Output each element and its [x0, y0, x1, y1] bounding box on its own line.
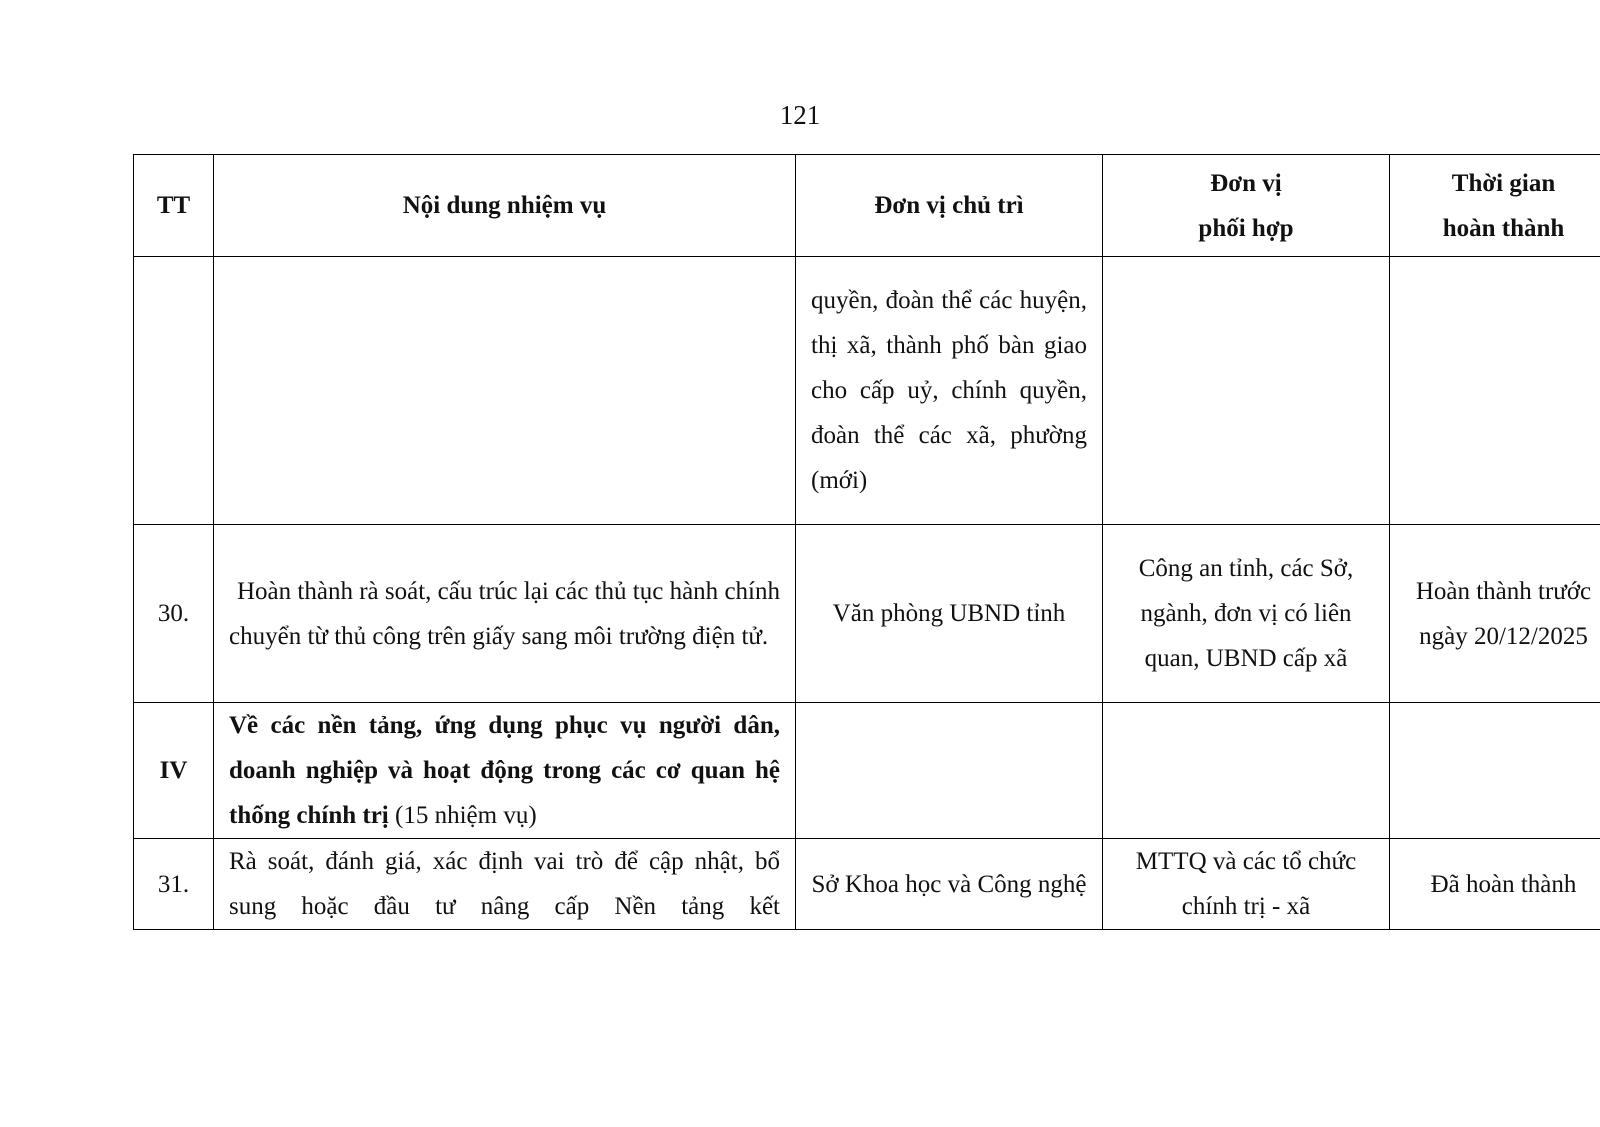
- row-time: [1390, 703, 1600, 839]
- row-time: Đã hoàn thành: [1390, 839, 1600, 930]
- header-coord-line1: Đơn vị: [1210, 169, 1282, 197]
- row-lead-unit: quyền, đoàn thể các huyện, thị xã, thành phố bàn giao cho cấp uỷ, chính quyền, đoàn thể các xã, phường (mới): [796, 257, 1103, 525]
- row-tt: 30.: [134, 525, 214, 703]
- header-lead-unit: Đơn vị chủ trì: [796, 155, 1103, 257]
- section-task-count: (15 nhiệm vụ): [388, 802, 537, 829]
- table-row: [134, 257, 1600, 525]
- section-title: Về các nền tảng, ứng dụng phục vụ người dân, doanh nghiệp và hoạt động trong các cơ quan hệ thống chính trị: [229, 712, 780, 829]
- header-time-line2: hoàn thành: [1442, 214, 1565, 242]
- row-coord-unit: [1103, 703, 1390, 839]
- table-header-row: [134, 155, 1600, 257]
- header-coordinating-unit: [1103, 155, 1390, 257]
- table-row: [134, 703, 1600, 839]
- task-table: [133, 154, 1600, 930]
- row-content: Rà soát, đánh giá, xác định vai trò để cập nhật, bổ sung hoặc đầu tư nâng cấp Nền tảng kết: [214, 839, 796, 930]
- row-tt: [134, 257, 214, 525]
- row-lead-unit: Sở Khoa học và Công nghệ: [796, 839, 1103, 930]
- row-time: [1390, 257, 1600, 525]
- header-content: Nội dung nhiệm vụ: [214, 155, 796, 257]
- row-content: [214, 703, 796, 839]
- table-row: [134, 839, 1600, 930]
- header-completion-time: [1390, 155, 1600, 257]
- table-row: [134, 525, 1600, 703]
- row-content: Hoàn thành rà soát, cấu trúc lại các thủ tục hành chính chuyển từ thủ công trên giấy sang môi trường điện tử.: [214, 525, 796, 703]
- row-coord-unit: Công an tỉnh, các Sở, ngành, đơn vị có liên quan, UBND cấp xã: [1103, 525, 1390, 703]
- row-coord-unit: [1103, 257, 1390, 525]
- row-tt: 31.: [134, 839, 214, 930]
- row-time: Hoàn thành trước ngày 20/12/2025: [1390, 525, 1600, 703]
- row-coord-unit: MTTQ và các tổ chức chính trị - xã: [1103, 839, 1390, 930]
- header-coord-line2: phối hợp: [1198, 214, 1294, 242]
- row-tt: IV: [134, 703, 214, 839]
- row-lead-unit: [796, 703, 1103, 839]
- header-tt: TT: [134, 155, 214, 257]
- page-number: 121: [779, 100, 821, 130]
- row-content: [214, 257, 796, 525]
- row-lead-unit: Văn phòng UBND tỉnh: [796, 525, 1103, 703]
- header-time-line1: Thời gian: [1451, 169, 1556, 197]
